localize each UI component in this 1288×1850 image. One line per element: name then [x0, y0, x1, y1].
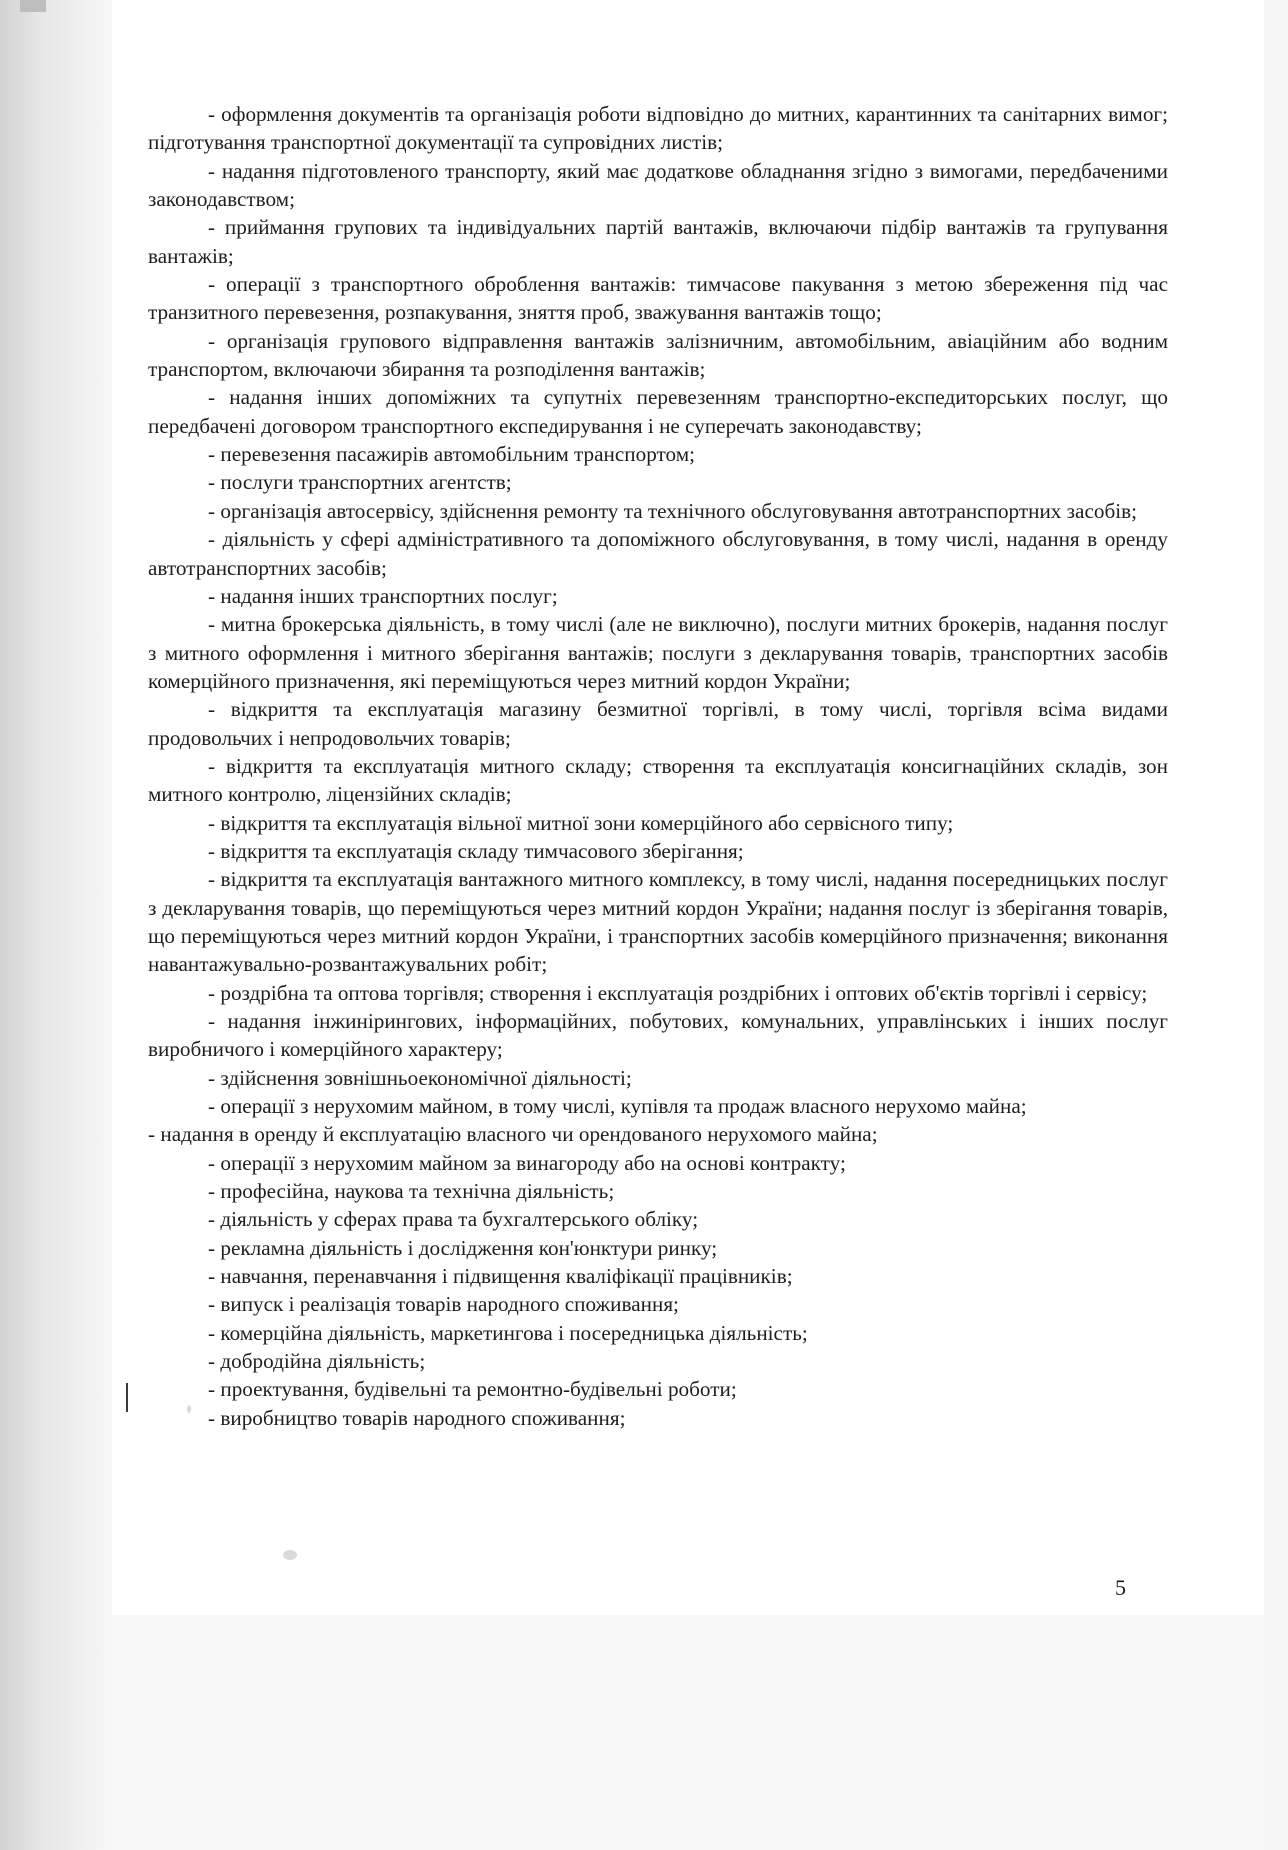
scan-right-margin [1264, 0, 1288, 1850]
list-item: - комерційна діяльність, маркетингова і посередницька діяльність; [208, 1320, 808, 1345]
list-item: - надання інжинірингових, інформаційних, побутових, комунальних, управлінських і інших послуг виробничого і комерційного характеру; [148, 1009, 1168, 1062]
document-body [148, 100, 1168, 1432]
list-item: - перевезення пасажирів автомобільним транспортом; [208, 442, 696, 467]
list-item: - виробництво товарів народного споживання; [208, 1405, 626, 1430]
list-item: - діяльність у сфері адміністративного та допоміжного обслуговування, в тому числі, надання в оренду автотранспортних засобів; [148, 527, 1168, 580]
list-item: - надання інших допоміжних та супутніх перевезенням транспортно-експедиторських послуг, що передбачені договором транспортного експедирування і не суперечать законодавству; [148, 385, 1168, 438]
list-item: - випуск і реалізація товарів народного споживання; [208, 1292, 679, 1317]
list-item: - операції з транспортного оброблення вантажів: тимчасове пакування з метою збереження під час транзитного перевезення, розпакування, зняття проб, зважування вантажів тощо; [148, 272, 1168, 325]
page-number: 5 [1115, 1575, 1126, 1600]
list-item: - проектування, будівельні та ремонтно-будівельні роботи; [208, 1377, 737, 1402]
list-item: - навчання, перенавчання і підвищення кваліфікації працівників; [208, 1264, 793, 1289]
list-item: - операції з нерухомим майном за винагороду або на основі контракту; [208, 1150, 846, 1175]
scan-left-margin [0, 0, 112, 1850]
list-item: - послуги транспортних агентств; [208, 470, 512, 495]
list-item: - надання в оренду й експлуатацію власного чи орендованого нерухомого майна; [148, 1122, 878, 1147]
list-item: - здійснення зовнішньоекономічної діяльності; [208, 1065, 632, 1090]
list-item: - професійна, наукова та технічна діяльність; [208, 1179, 615, 1204]
scan-smudge [283, 1550, 297, 1560]
list-item: - відкриття та експлуатація магазину безмитної торгівлі, в тому числі, торгівля всіма видами продовольчих і непродовольчих товарів; [148, 697, 1168, 750]
list-item: - організація автосервісу, здійснення ремонту та технічного обслуговування автотранспортних засобів; [208, 498, 1138, 523]
list-item: - добродійна діяльність; [208, 1349, 426, 1374]
list-item: - оформлення документів та організація роботи відповідно до митних, карантинних та санітарних вимог; підготування транспортної документації та супровідних листів; [148, 102, 1168, 155]
margin-mark [126, 1383, 128, 1412]
list-item: - рекламна діяльність і дослідження кон'юнктури ринку; [208, 1235, 718, 1260]
list-item: - надання інших транспортних послуг; [208, 583, 558, 608]
list-item: - роздрібна та оптова торгівля; створення і експлуатація роздрібних і оптових об'єктів торгівлі і сервісу; [208, 980, 1148, 1005]
scan-bottom-area [112, 1615, 1264, 1850]
list-item: - відкриття та експлуатація складу тимчасового зберігання; [208, 838, 744, 863]
list-item: - відкриття та експлуатація вільної митної зони комерційного або сервісного типу; [208, 810, 954, 835]
list-item: - приймання групових та індивідуальних партій вантажів, включаючи підбір вантажів та групування вантажів; [148, 215, 1168, 268]
list-item: - надання підготовленого транспорту, який має додаткове обладнання згідно з вимогами, передбаченими законодавством; [148, 158, 1168, 212]
list-item: - відкриття та експлуатація вантажного митного комплексу, в тому числі, надання посередницьких послуг з декларування товарів, що переміщуються через митний кордон України; надання послуг із зберігання товарів, що переміщуються через митний кордон України, і транспортних засобів комерційного призначення; виконання навантажувально-розвантажувальних робіт; [148, 867, 1168, 977]
scan-edge-mark [20, 0, 46, 12]
list-item: - організація групового відправлення вантажів залізничним, автомобільним, авіаційним або водним транспортом, включаючи збирання та розподілення вантажів; [148, 328, 1168, 382]
list-item: - операції з нерухомим майном, в тому числі, купівля та продаж власного нерухомо майна; [208, 1094, 1027, 1119]
list-item: - діяльність у сферах права та бухгалтерського обліку; [208, 1207, 699, 1232]
scan-smudge [187, 1405, 191, 1413]
list-item: - відкриття та експлуатація митного складу; створення та експлуатація консигнаційних складів, зон митного контролю, ліцензійних складів; [148, 753, 1168, 807]
list-item: - митна брокерська діяльність, в тому числі (але не виключно), послуги митних брокерів, надання послуг з митного оформлення і митного зберігання вантажів; послуги з декларування товарів, транспортних засобів комерційного призначення, які переміщуються через митний кордон України; [148, 612, 1168, 693]
